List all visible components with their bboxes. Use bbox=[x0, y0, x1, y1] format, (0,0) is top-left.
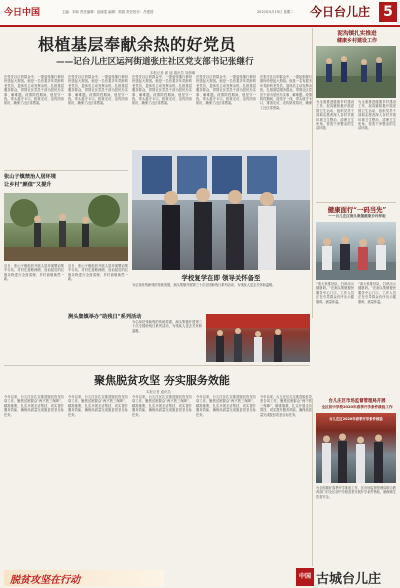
sidebar-divider bbox=[316, 202, 396, 203]
lead-subtitle: ——记台儿庄区运河街道张庄社区党支部书记张继行 bbox=[56, 57, 254, 67]
school-visit-photo bbox=[132, 150, 310, 270]
ancient-city-stamp bbox=[296, 566, 396, 586]
sidebar-story1-title: 泥沟镇扎实推进 bbox=[337, 31, 377, 37]
section-title: 今日台儿庄 bbox=[310, 5, 371, 19]
lead-body-col2: 在张庄社区的群众中，一提起张继行都纷纷竖起大拇指。他是一名有着多年党龄的老党员，退休后主动发挥余热，扎根基层服务群众，带领社区党员干部为居民办实事、解难题。疫情防控期间，他坚守一线，带头值守卡口，排查走访，宣传防疫知识，确保了社区零感染。 bbox=[68, 75, 128, 106]
banner-text: 脱贫攻坚在行动 bbox=[10, 575, 80, 586]
sidebar-story1-body-a: 为全面推进健康乡村建设工作，泥沟镇积极开展爱国卫生运动，组织党员干部和志愿者深入各村开展环境卫生整治，清理卫生死角，营造干净整洁的生活环境。 bbox=[316, 100, 354, 131]
village-cleanup-illustration bbox=[4, 193, 128, 261]
sidebar-story2-title: 健康面行“一码当先” bbox=[327, 206, 387, 214]
middle-story-body-b: 近日，张山子镇组织开展人居环境整治集中行动，对村庄道路两侧、房前屋后的垃圾杂物进行全面清理，乡村面貌焕然一新。 bbox=[68, 264, 128, 282]
disabled-day-photo bbox=[206, 314, 310, 362]
lower-divider bbox=[4, 365, 310, 366]
sidebar-story2-body-a: “请大家排好队，扫码出示健康码。”在涧头集镇便民服务中心门口，工作人员正在引导群众有序出示健康码，测量体温。 bbox=[316, 282, 354, 304]
health-code-photo-illustration bbox=[316, 222, 396, 280]
lead-byline: 本报记者 翟 丽 通讯员 刘晨曦 bbox=[150, 71, 195, 75]
story-divider bbox=[4, 170, 128, 171]
stamp-prefix: 中国 bbox=[296, 568, 314, 586]
page-number: 5 bbox=[379, 2, 397, 22]
middle-story-subtitle: 让乡村“颜值”又提升 bbox=[4, 182, 52, 188]
sidebar-photo-2 bbox=[316, 222, 396, 280]
newspaper-logo: 今日中国 bbox=[4, 8, 41, 18]
sidebar-story2-body-b: “请大家排好队，扫码出示健康码。”在涧头集镇便民服务中心门口，工作人员正在引导群众有序出示健康码，测量体温。 bbox=[358, 282, 396, 304]
village-photo bbox=[4, 193, 128, 261]
column-divider bbox=[312, 28, 313, 318]
right-column-divider bbox=[312, 398, 313, 566]
middle-story-title: 张山子镇禁治人居环境 bbox=[4, 174, 56, 180]
bottom-story-byline: 本报记者 通讯员 bbox=[146, 390, 171, 394]
school-visit-illustration bbox=[132, 150, 310, 270]
inspection-banner-text: 台儿庄区2020年春季开学条件核验 bbox=[329, 417, 383, 421]
bottom-body-col4: 今年以来，台儿庄区扎实推进脱贫攻坚各项工作，聚焦贫困群众“两不愁三保障”，精准施策，扎实开展走访帮扶，切实提升服务效能，确保高质量完成脱贫攻坚目标任务。 bbox=[196, 395, 256, 417]
disabled-day-illustration bbox=[206, 314, 310, 362]
school-inspection-illustration bbox=[316, 413, 396, 483]
sidebar-story1-subtitle: 健康乡村建设工作 bbox=[336, 38, 377, 44]
sidebar-story2-subtitle: ——台儿庄区涧头集镇健康乡村样板 bbox=[328, 214, 386, 218]
sidebar-photo-1 bbox=[316, 46, 396, 98]
editor-info: 主编：刘伟 责任编辑：赵晓雯 编辑：郭凯 责任校对：吕建国 bbox=[62, 10, 154, 14]
school-inspection-photo bbox=[316, 413, 396, 483]
photo-caption: 学校复学在即 领导关怀备至 bbox=[181, 274, 261, 282]
issue-date: 2020年5月19日 星期二 bbox=[257, 10, 294, 14]
middle-story-body-a: 近日，张山子镇组织开展人居环境整治集中行动，对村庄道路两侧、房前屋后的垃圾杂物进行全面清理，乡村面貌焕然一新。 bbox=[4, 264, 64, 282]
photo-caption-body: 为弘扬扶残助残的传统美德，涧头集镇开展第三十次全国助残日系列活动，为残疾人送去关怀和温暖。 bbox=[132, 283, 276, 287]
cleanup-photo-illustration bbox=[316, 46, 396, 98]
lead-body-col3: 在张庄社区的群众中，一提起张继行都纷纷竖起大拇指。他是一名有着多年党龄的老党员，退休后主动发挥余热，扎根基层服务群众，带领社区党员干部为居民办实事、解难题。疫情防控期间，他坚守一线，带头值守卡口，排查走访，宣传防疫知识，确保了社区零感染。 bbox=[132, 75, 192, 106]
lead-title: 根植基层奉献余热的好党员 bbox=[38, 35, 237, 54]
sidebar-story1-body-b: 为全面推进健康乡村建设工作，泥沟镇积极开展爱国卫生运动，组织党员干部和志愿者深入各村开展环境卫生整治，清理卫生死角，营造干净整洁的生活环境。 bbox=[358, 100, 396, 131]
right-story-subtitle: 全区初中学校2020年春季开学条件核验工作 bbox=[321, 405, 393, 409]
bottom-story-title: 聚焦脱贫攻坚 夯实服务效能 bbox=[94, 374, 230, 387]
poverty-alleviation-banner bbox=[4, 570, 164, 586]
lead-body-col1: 在张庄社区的群众中，一提起张继行都纷纷竖起大拇指。他是一名有着多年党龄的老党员，退休后主动发挥余热，扎根基层服务群众，带领社区党员干部为居民办实事、解难题。疫情防控期间，他坚守一线，带头值守卡口，排查走访，宣传防疫知识，确保了社区零感染。 bbox=[4, 75, 64, 106]
disabled-day-title: 涧头集镇举办“助残日”系列活动 bbox=[68, 314, 142, 320]
bottom-body-col2: 今年以来，台儿庄区扎实推进脱贫攻坚各项工作，聚焦贫困群众“两不愁三保障”，精准施策，扎实开展走访帮扶，切实提升服务效能，确保高质量完成脱贫攻坚目标任务。 bbox=[68, 395, 128, 417]
right-story-title: 台儿庄区市场监督管理局开展 bbox=[328, 399, 386, 404]
lead-body-col5: 在张庄社区的群众中，一提起张继行都纷纷竖起大拇指。他是一名有着多年党龄的老党员，退休后主动发挥余热，扎根基层服务群众，带领社区党员干部为居民办实事、解难题。疫情防控期间，他坚守一线，带头值守卡口，排查走访，宣传防疫知识，确保了社区零感染。 bbox=[260, 75, 312, 110]
bottom-body-col3: 今年以来，台儿庄区扎实推进脱贫攻坚各项工作，聚焦贫困群众“两不愁三保障”，精准施策，扎实开展走访帮扶，切实提升服务效能，确保高质量完成脱贫攻坚目标任务。 bbox=[132, 395, 192, 417]
lead-body-col4: 在张庄社区的群众中，一提起张继行都纷纷竖起大拇指。他是一名有着多年党龄的老党员，退休后主动发挥余热，扎根基层服务群众，带领社区党员干部为居民办实事、解难题。疫情防控期间，他坚守一线，带头值守卡口，排查走访，宣传防疫知识，确保了社区零感染。 bbox=[196, 75, 256, 106]
disabled-day-body: 为弘扬扶残助残的传统美德，涧头集镇开展第三十次全国助残日系列活动，为残疾人送去关怀和温暖。 bbox=[132, 320, 202, 333]
right-story-body: 为全面做好春季开学准备工作，区市场监督管理局联合教育部门对全区初中学校食堂开展开学条件核验，确保师生饮食安全。 bbox=[316, 486, 396, 499]
stamp-text: 古城台儿庄 bbox=[316, 572, 382, 587]
bottom-body-col1: 今年以来，台儿庄区扎实推进脱贫攻坚各项工作，聚焦贫困群众“两不愁三保障”，精准施策，扎实开展走访帮扶，切实提升服务效能，确保高质量完成脱贫攻坚目标任务。 bbox=[4, 395, 64, 417]
bottom-body-col5: 今年以来，台儿庄区扎实推进脱贫攻坚各项工作，聚焦贫困群众“两不愁三保障”，精准施策，扎实开展走访帮扶，切实提升服务效能，确保高质量完成脱贫攻坚目标任务。 bbox=[260, 395, 312, 417]
